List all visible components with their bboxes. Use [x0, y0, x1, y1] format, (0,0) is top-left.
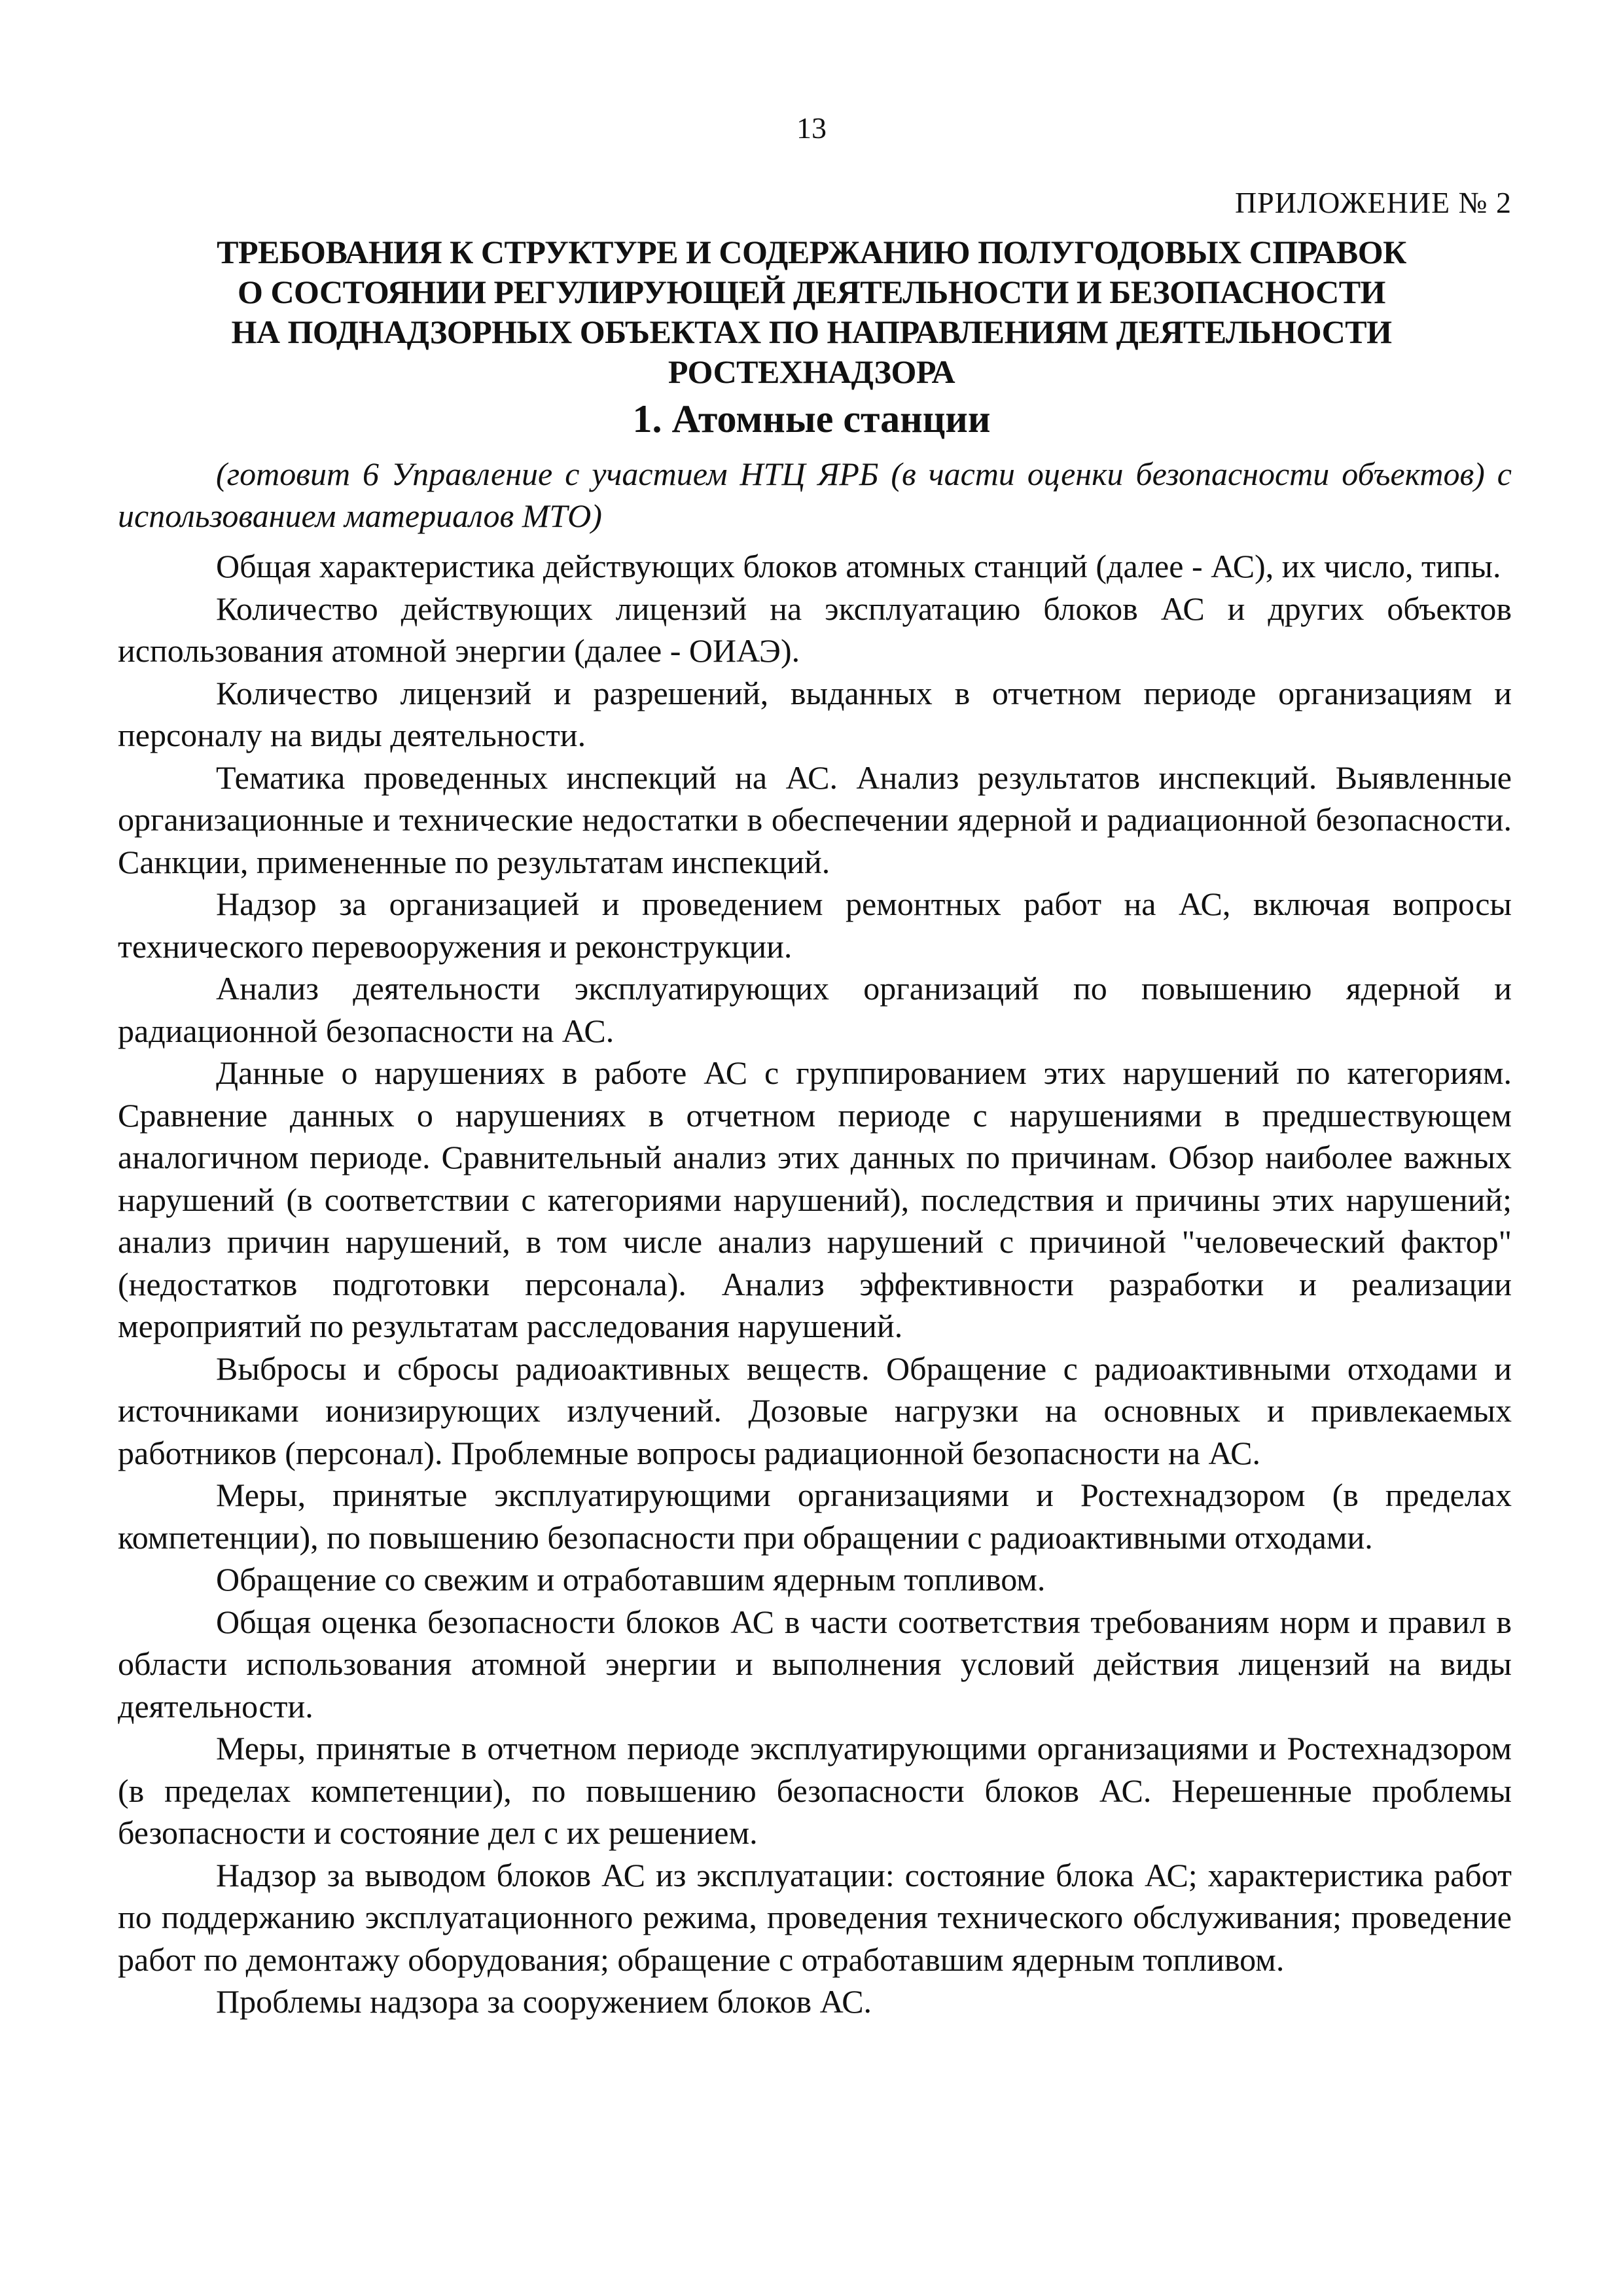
paragraph: Надзор за выводом блоков АС из эксплуатации: состояние блока АС; характеристика работ по поддержанию эксплуатационного режима, проведения технического обслуживания; проведение работ по демонтажу оборудования; обращение с отработавшим ядерным топливом. — [118, 1856, 1512, 1978]
paragraph: Проблемы надзора за сооружением блоков АС. — [216, 1983, 872, 2020]
body-text — [118, 545, 1512, 2023]
paragraph: Тематика проведенных инспекций на АС. Анализ результатов инспекций. Выявленные организационные и технические недостатки в обеспечении ядерной и радиационной безопасности. Санкции, примененные по результатам инспекций. — [118, 759, 1512, 880]
paragraph: Надзор за организацией и проведением ремонтных работ на АС, включая вопросы технического перевооружения и реконструкции. — [118, 886, 1512, 965]
paragraph: Обращение со свежим и отработавшим ядерным топливом. — [216, 1561, 1046, 1598]
document-title: ТРЕБОВАНИЯ К СТРУКТУРЕ И СОДЕРЖАНИЮ ПОЛУГОДОВЫХ СПРАВОК О СОСТОЯНИИ РЕГУЛИРУЮЩЕЙ ДЕЯТЕЛЬНОСТИ И БЕЗОПАСНОСТИ НА ПОДНАДЗОРНЫХ ОБЪЕКТАХ ПО НАПРАВЛЕНИЯМ ДЕЯТЕЛЬНОСТИ РОСТЕХНАДЗОРА — [217, 234, 1406, 390]
appendix-label: ПРИЛОЖЕНИЕ № 2 — [1234, 186, 1512, 219]
paragraph: Общая характеристика действующих блоков атомных станций (далее - АС), их число, типы. — [216, 548, 1501, 584]
preparation-note: (готовит 6 Управление с участием НТЦ ЯРБ (в части оценки безопасности объектов) с использованием материалов МТО) — [118, 456, 1512, 534]
paragraph: Выбросы и сбросы радиоактивных веществ. Обращение с радиоактивными отходами и источниками ионизирующих излучений. Дозовые нагрузки на основных и привлекаемых работников (персонал). Проблемные вопросы радиационной безопасности на АС. — [118, 1350, 1512, 1471]
page-number: 13 — [796, 111, 827, 145]
paragraph: Анализ деятельности эксплуатирующих организаций по повышению ядерной и радиационной безопасности на АС. — [118, 970, 1512, 1049]
paragraph: Меры, принятые в отчетном периоде эксплуатирующими организациями и Ростехнадзором (в пределах компетенции), по повышению безопасности блоков АС. Нерешенные проблемы безопасности и состояние дел с их решением. — [118, 1730, 1512, 1851]
section-heading: 1. Атомные станции — [632, 397, 991, 440]
paragraph: Количество действующих лицензий на эксплуатацию блоков АС и других объектов использования атомной энергии (далее - ОИАЭ). — [118, 590, 1512, 669]
paragraph: Данные о нарушениях в работе АС с группированием этих нарушений по категориям. Сравнение данных о нарушениях в отчетном периоде с нарушениями в предшествующем аналогичном периоде. Сравнительный анализ этих данных по причинам. Обзор наиболее важных нарушений (в соответствии с категориями нарушений), последствия и причины этих нарушений; анализ причин нарушений, в том числе анализ нарушений с причиной "человеческий фактор" (недостатков подготовки персонала). Анализ эффективности разработки и реализации мероприятий по результатам расследования нарушений. — [118, 1054, 1512, 1344]
paragraph: Меры, принятые эксплуатирующими организациями и Ростехнадзором (в пределах компетенции), по повышению безопасности при обращении с радиоактивными отходами. — [118, 1477, 1512, 1556]
paragraph: Общая оценка безопасности блоков АС в части соответствия требованиям норм и правил в области использования атомной энергии и выполнения условий действия лицензий на виды деятельности. — [118, 1603, 1512, 1725]
paragraph: Количество лицензий и разрешений, выданных в отчетном периоде организациям и персоналу на виды деятельности. — [118, 674, 1512, 753]
